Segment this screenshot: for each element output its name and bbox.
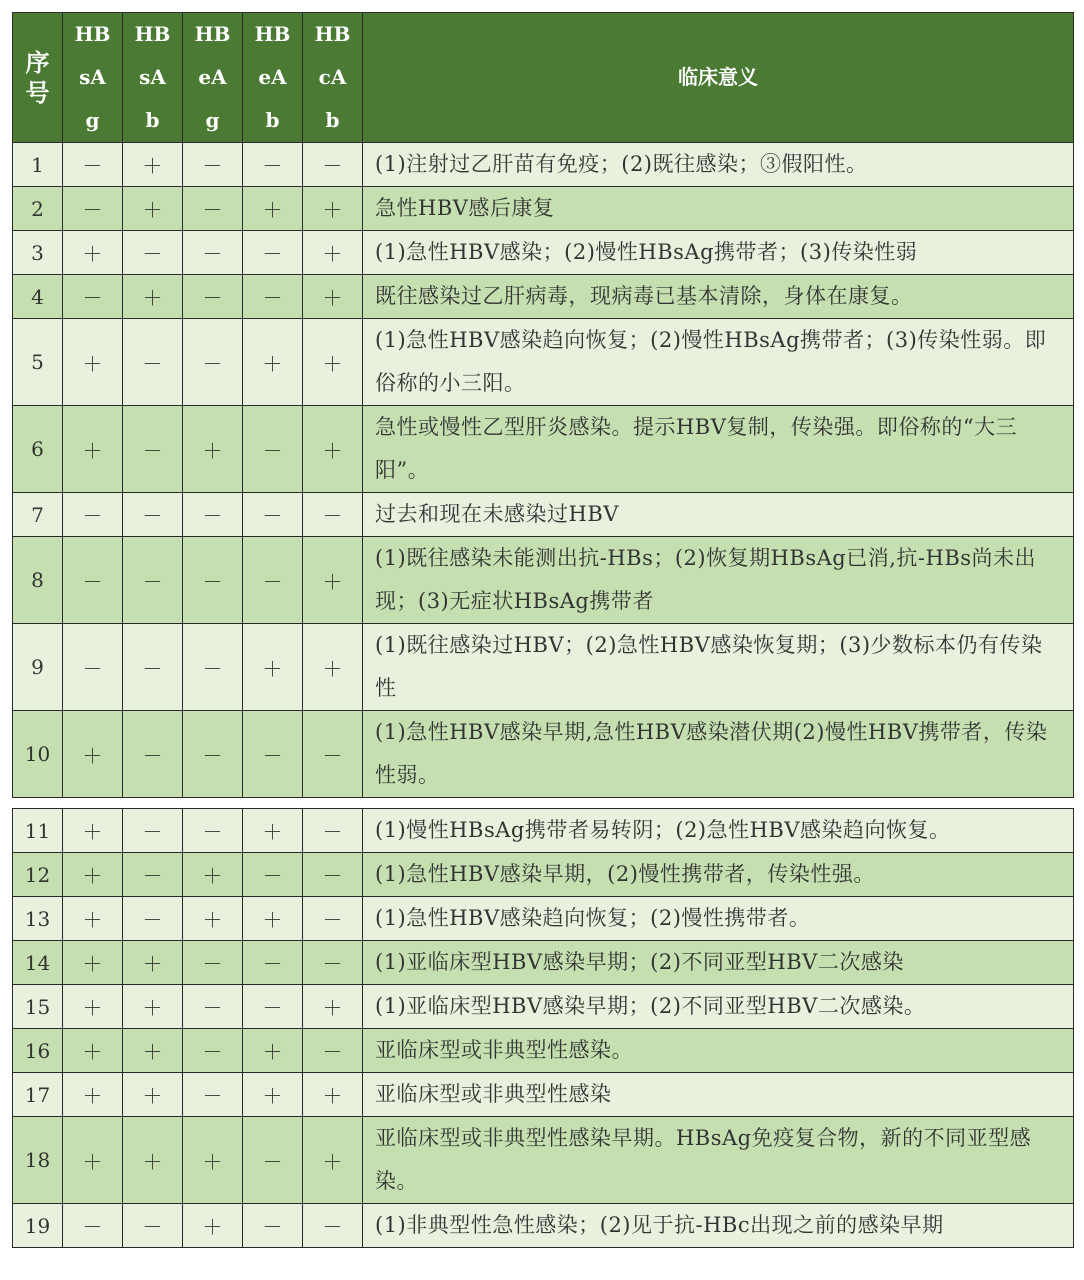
row-number: 3 <box>13 231 63 275</box>
clinical-meaning: 急性HBV感后康复 <box>363 187 1074 231</box>
marker-result: ＋ <box>63 809 123 853</box>
table-row <box>13 809 1074 853</box>
marker-result: ＋ <box>303 1073 363 1117</box>
header-hbsag <box>63 13 123 143</box>
clinical-meaning: (1)既往感染过HBV；(2)急性HBV感染恢复期；(3)少数标本仍有传染性 <box>363 624 1074 711</box>
marker-result: ＋ <box>243 187 303 231</box>
marker-result: － <box>183 809 243 853</box>
row-number: 6 <box>13 406 63 493</box>
marker-result: ＋ <box>123 275 183 319</box>
h: HB <box>134 22 171 46</box>
marker-result: ＋ <box>63 897 123 941</box>
row-number: 5 <box>13 319 63 406</box>
hbv-table-part-2 <box>12 808 1074 1248</box>
marker-result: － <box>183 493 243 537</box>
header-hbcab <box>303 13 363 143</box>
marker-result: － <box>123 231 183 275</box>
marker-result: ＋ <box>303 1117 363 1204</box>
marker-result: ＋ <box>123 941 183 985</box>
marker-result: － <box>303 897 363 941</box>
header-hbeag <box>183 13 243 143</box>
marker-result: ＋ <box>183 853 243 897</box>
header-seq-1: 序 <box>25 47 50 77</box>
h: sA <box>139 65 166 89</box>
h: HB <box>254 22 291 46</box>
clinical-meaning: (1)急性HBV感染趋向恢复；(2)慢性携带者。 <box>363 897 1074 941</box>
clinical-meaning: 急性或慢性乙型肝炎感染。提示HBV复制，传染强。即俗称的“大三阳”。 <box>363 406 1074 493</box>
marker-result: － <box>243 711 303 798</box>
row-number: 17 <box>13 1073 63 1117</box>
marker-result: － <box>243 275 303 319</box>
marker-result: － <box>183 537 243 624</box>
marker-result: － <box>303 941 363 985</box>
marker-result: － <box>63 493 123 537</box>
row-number: 9 <box>13 624 63 711</box>
row-number: 19 <box>13 1204 63 1248</box>
marker-result: ＋ <box>63 1117 123 1204</box>
marker-result: ＋ <box>183 406 243 493</box>
marker-result: － <box>123 624 183 711</box>
marker-result: － <box>123 809 183 853</box>
row-number: 8 <box>13 537 63 624</box>
marker-result: － <box>243 231 303 275</box>
marker-result: ＋ <box>243 897 303 941</box>
h: eA <box>258 65 287 89</box>
table-row <box>13 1117 1074 1204</box>
marker-result: － <box>243 1204 303 1248</box>
marker-result: － <box>63 187 123 231</box>
row-number: 15 <box>13 985 63 1029</box>
row-number: 14 <box>13 941 63 985</box>
h: sA <box>79 65 106 89</box>
marker-result: ＋ <box>303 624 363 711</box>
marker-result: ＋ <box>123 1029 183 1073</box>
marker-result: ＋ <box>303 985 363 1029</box>
marker-result: － <box>243 941 303 985</box>
table-row <box>13 624 1074 711</box>
clinical-meaning: (1)既往感染未能测出抗-HBs；(2)恢复期HBsAg已消,抗-HBs尚未出现；(3)无症状HBsAg携带者 <box>363 537 1074 624</box>
marker-result: － <box>123 537 183 624</box>
marker-result: － <box>63 143 123 187</box>
marker-result: ＋ <box>123 985 183 1029</box>
marker-result: ＋ <box>243 624 303 711</box>
marker-result: － <box>183 187 243 231</box>
marker-result: － <box>183 1029 243 1073</box>
marker-result: － <box>303 1204 363 1248</box>
marker-result: ＋ <box>123 187 183 231</box>
marker-result: ＋ <box>303 231 363 275</box>
table-row <box>13 897 1074 941</box>
marker-result: ＋ <box>123 1117 183 1204</box>
clinical-meaning: (1)急性HBV感染早期,急性HBV感染潜伏期(2)慢性HBV携带者，传染性弱。 <box>363 711 1074 798</box>
marker-result: － <box>123 711 183 798</box>
header-meaning: 临床意义 <box>363 13 1074 143</box>
marker-result: － <box>123 853 183 897</box>
marker-result: － <box>243 143 303 187</box>
marker-result: ＋ <box>303 319 363 406</box>
h: b <box>325 108 340 132</box>
marker-result: ＋ <box>243 1073 303 1117</box>
marker-result: － <box>303 493 363 537</box>
marker-result: － <box>123 493 183 537</box>
marker-result: － <box>303 711 363 798</box>
h: b <box>145 108 160 132</box>
marker-result: － <box>243 853 303 897</box>
table-row <box>13 406 1074 493</box>
table-row <box>13 1029 1074 1073</box>
marker-result: － <box>63 537 123 624</box>
table-row <box>13 1204 1074 1248</box>
h: g <box>85 108 100 132</box>
marker-result: － <box>243 406 303 493</box>
marker-result: － <box>63 1204 123 1248</box>
marker-result: － <box>303 809 363 853</box>
marker-result: － <box>123 897 183 941</box>
marker-result: ＋ <box>123 143 183 187</box>
row-number: 12 <box>13 853 63 897</box>
marker-result: ＋ <box>63 853 123 897</box>
clinical-meaning: (1)亚临床型HBV感染早期；(2)不同亚型HBV二次感染 <box>363 941 1074 985</box>
clinical-meaning: (1)亚临床型HBV感染早期；(2)不同亚型HBV二次感染。 <box>363 985 1074 1029</box>
marker-result: ＋ <box>303 187 363 231</box>
header-seq-2: 号 <box>25 77 50 107</box>
clinical-meaning: (1)注射过乙肝苗有免疫；(2)既往感染；③假阳性。 <box>363 143 1074 187</box>
h: HB <box>194 22 231 46</box>
table-row <box>13 711 1074 798</box>
marker-result: － <box>303 1029 363 1073</box>
marker-result: ＋ <box>243 809 303 853</box>
marker-result: － <box>63 624 123 711</box>
row-number: 2 <box>13 187 63 231</box>
hbv-table-part-1 <box>12 12 1074 798</box>
row-number: 16 <box>13 1029 63 1073</box>
header-hbeab <box>243 13 303 143</box>
marker-result: － <box>243 1117 303 1204</box>
marker-result: － <box>243 493 303 537</box>
table-row <box>13 187 1074 231</box>
row-number: 1 <box>13 143 63 187</box>
marker-result: － <box>183 711 243 798</box>
marker-result: ＋ <box>63 985 123 1029</box>
table-row <box>13 493 1074 537</box>
clinical-meaning: (1)急性HBV感染趋向恢复；(2)慢性HBsAg携带者；(3)传染性弱。即俗称的小三阳。 <box>363 319 1074 406</box>
clinical-meaning: (1)急性HBV感染早期，(2)慢性携带者，传染性强。 <box>363 853 1074 897</box>
clinical-meaning: (1)非典型性急性感染；(2)见于抗-HBc出现之前的感染早期 <box>363 1204 1074 1248</box>
header-hbsab <box>123 13 183 143</box>
marker-result: － <box>183 985 243 1029</box>
marker-result: － <box>183 275 243 319</box>
clinical-meaning: 亚临床型或非典型性感染早期。HBsAg免疫复合物，新的不同亚型感染。 <box>363 1117 1074 1204</box>
table-row <box>13 275 1074 319</box>
marker-result: － <box>243 985 303 1029</box>
marker-result: ＋ <box>303 406 363 493</box>
clinical-meaning: 亚临床型或非典型性感染。 <box>363 1029 1074 1073</box>
row-number: 18 <box>13 1117 63 1204</box>
table-header <box>13 13 1074 143</box>
header-seq <box>13 13 63 143</box>
marker-result: － <box>303 143 363 187</box>
row-number: 7 <box>13 493 63 537</box>
marker-result: ＋ <box>63 711 123 798</box>
marker-result: － <box>183 231 243 275</box>
row-number: 4 <box>13 275 63 319</box>
marker-result: ＋ <box>63 1029 123 1073</box>
marker-result: － <box>123 319 183 406</box>
clinical-meaning: 亚临床型或非典型性感染 <box>363 1073 1074 1117</box>
table-row <box>13 319 1074 406</box>
table-row <box>13 231 1074 275</box>
marker-result: ＋ <box>243 1029 303 1073</box>
table-row <box>13 1073 1074 1117</box>
marker-result: － <box>243 537 303 624</box>
marker-result: － <box>123 1204 183 1248</box>
row-number: 10 <box>13 711 63 798</box>
marker-result: － <box>183 143 243 187</box>
marker-result: ＋ <box>63 1073 123 1117</box>
table-row <box>13 537 1074 624</box>
marker-result: ＋ <box>303 275 363 319</box>
marker-result: ＋ <box>183 897 243 941</box>
clinical-meaning: (1)慢性HBsAg携带者易转阴；(2)急性HBV感染趋向恢复。 <box>363 809 1074 853</box>
table-row <box>13 941 1074 985</box>
clinical-meaning: 既往感染过乙肝病毒，现病毒已基本清除，身体在康复。 <box>363 275 1074 319</box>
row-number: 11 <box>13 809 63 853</box>
h: b <box>265 108 280 132</box>
marker-result: － <box>183 624 243 711</box>
table-row <box>13 985 1074 1029</box>
marker-result: ＋ <box>303 537 363 624</box>
marker-result: ＋ <box>123 1073 183 1117</box>
marker-result: ＋ <box>63 406 123 493</box>
clinical-meaning: 过去和现在未感染过HBV <box>363 493 1074 537</box>
h: HB <box>314 22 351 46</box>
h: cA <box>318 65 347 89</box>
marker-result: － <box>183 941 243 985</box>
marker-result: － <box>303 853 363 897</box>
marker-result: － <box>183 1073 243 1117</box>
marker-result: ＋ <box>183 1117 243 1204</box>
marker-result: － <box>63 275 123 319</box>
marker-result: － <box>123 406 183 493</box>
marker-result: ＋ <box>63 941 123 985</box>
marker-result: ＋ <box>63 231 123 275</box>
marker-result: ＋ <box>63 319 123 406</box>
h: HB <box>74 22 111 46</box>
h: g <box>205 108 220 132</box>
row-number: 13 <box>13 897 63 941</box>
marker-result: ＋ <box>183 1204 243 1248</box>
table-row <box>13 143 1074 187</box>
h: eA <box>198 65 227 89</box>
marker-result: － <box>183 319 243 406</box>
marker-result: ＋ <box>243 319 303 406</box>
clinical-meaning: (1)急性HBV感染；(2)慢性HBsAg携带者；(3)传染性弱 <box>363 231 1074 275</box>
table-row <box>13 853 1074 897</box>
